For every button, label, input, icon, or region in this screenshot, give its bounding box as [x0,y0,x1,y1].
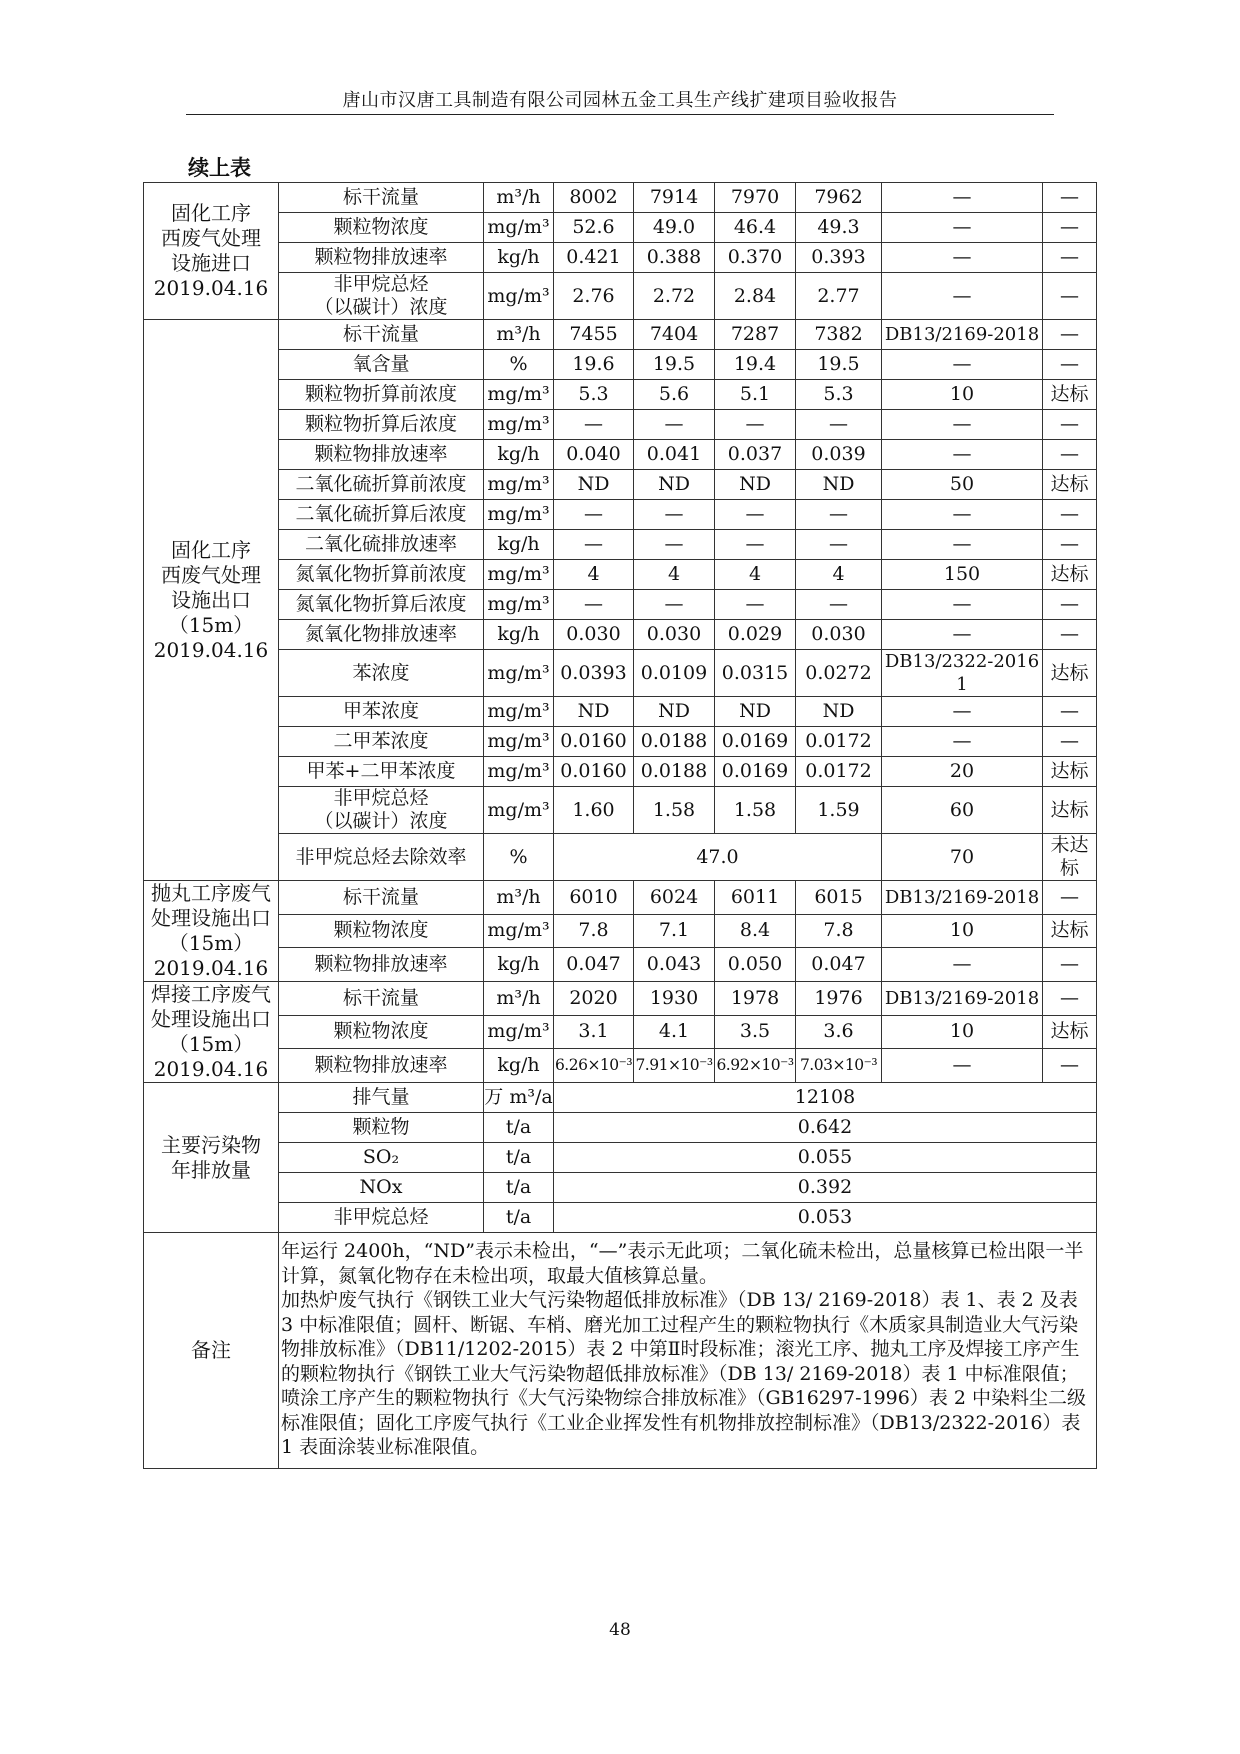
value-cell: 7.8 [796,914,882,948]
emissions-table [143,182,1097,1469]
value-cell: 0.055 [554,1143,1097,1173]
section-outlet-label: 固化工序 西废气处理 设施出口 （15m） 2019.04.16 [144,320,279,881]
value-cell: 0.0109 [634,650,715,697]
value-cell: 2.72 [634,273,715,320]
value-cell: 7.91×10⁻³ [634,1049,715,1083]
result-cell: 达标 [1043,470,1097,500]
item-cell: 非甲烷总烃去除效率 [279,834,484,881]
unit-cell: mg/m³ [484,787,554,834]
value-cell: 7455 [554,320,634,350]
value-cell: 7.8 [554,914,634,948]
standard-cell: — [882,1049,1043,1083]
item-cell: SO₂ [279,1143,484,1173]
standard-cell: — [882,697,1043,727]
value-cell: 6011 [715,881,796,915]
value-cell: 2.76 [554,273,634,320]
standard-cell: DB13/2322-2016 1 [882,650,1043,697]
value-cell: — [796,410,882,440]
result-cell: 未达 标 [1043,834,1097,881]
value-cell: 0.041 [634,440,715,470]
item-cell: 排气量 [279,1083,484,1113]
standard-cell: — [882,440,1043,470]
value-cell: 0.0315 [715,650,796,697]
unit-cell: mg/m³ [484,500,554,530]
value-cell: 5.3 [554,380,634,410]
result-cell: — [1043,948,1097,982]
table-row [144,1203,1097,1233]
standard-cell: 150 [882,560,1043,590]
standard-cell: 10 [882,1015,1043,1049]
unit-cell: m³/h [484,320,554,350]
continuation-label: 续上表 [188,155,251,180]
value-cell: 0.047 [796,948,882,982]
table-row [144,243,1097,273]
value-cell: 1.58 [715,787,796,834]
table-row [144,1143,1097,1173]
result-cell: — [1043,440,1097,470]
item-cell: 非甲烷总烃 （以碳计）浓度 [279,273,484,320]
unit-cell: mg/m³ [484,560,554,590]
value-cell: 0.029 [715,620,796,650]
item-cell: 二氧化硫排放速率 [279,530,484,560]
result-cell: — [1043,213,1097,243]
value-cell: 1.59 [796,787,882,834]
value-cell: 52.6 [554,213,634,243]
value-cell: 0.388 [634,243,715,273]
value-cell: 19.6 [554,350,634,380]
remarks-paragraph: 加热炉废气执行《钢铁工业大气污染物超低排放标准》（DB 13/ 2169-2018）表 1、表 2 及表 3 中标准限值；圆杆、断锯、车梢、磨光加工过程产生的颗粒物执行《木质家具制造业大气污染物排放标准》（DB11/1202-2015）表 2 中第Ⅱ时段标准；滚光工序、抛丸工序及焊接工序产生的颗粒物执行《钢铁工业大气污染物超低排放标准》（DB 13/ 2169-2018）表 1 中标准限值；喷涂工序产生的颗粒物执行《大气污染物综合排放标准》（GB16297-1996）表 2 中染料尘二级标准限值；固化工序废气执行《工业企业挥发性有机物排放控制标准》（DB13/2322-2016）表 1 表面涂装业标准限值。 [281,1289,1087,1458]
table-row [144,982,1097,1016]
result-cell: — [1043,727,1097,757]
unit-cell: kg/h [484,530,554,560]
value-cell: 6015 [796,881,882,915]
unit-cell: mg/m³ [484,650,554,697]
value-cell: — [554,530,634,560]
unit-cell: mg/m³ [484,914,554,948]
unit-cell: % [484,834,554,881]
table-row [144,500,1097,530]
value-cell: — [634,590,715,620]
value-cell: 7.1 [634,914,715,948]
result-cell: 达标 [1043,757,1097,787]
value-cell: 3.1 [554,1015,634,1049]
section-inlet-label: 固化工序 西废气处理 设施进口 2019.04.16 [144,183,279,320]
unit-cell: kg/h [484,1049,554,1083]
value-cell: 4 [634,560,715,590]
table-row-removal [144,834,1097,881]
value-cell: 0.393 [796,243,882,273]
value-cell: 5.6 [634,380,715,410]
unit-cell: kg/h [484,948,554,982]
table-row [144,1113,1097,1143]
value-cell: 0.039 [796,440,882,470]
item-cell: 标干流量 [279,881,484,915]
unit-cell: t/a [484,1173,554,1203]
result-cell: 达标 [1043,914,1097,948]
value-cell: 4 [796,560,882,590]
value-cell: 4 [554,560,634,590]
item-cell: 标干流量 [279,982,484,1016]
value-cell: 6.26×10⁻³ [554,1049,634,1083]
item-cell: 甲苯浓度 [279,697,484,727]
unit-cell: mg/m³ [484,590,554,620]
page-number: 48 [609,1620,631,1640]
value-cell: 12108 [554,1083,1097,1113]
table-row [144,470,1097,500]
value-cell: 6010 [554,881,634,915]
value-cell: ND [796,697,882,727]
table-row [144,213,1097,243]
result-cell: 达标 [1043,1015,1097,1049]
result-cell: 达标 [1043,787,1097,834]
standard-cell: — [882,350,1043,380]
result-cell: 达标 [1043,560,1097,590]
value-cell: — [796,590,882,620]
standard-cell: — [882,590,1043,620]
table-row [144,757,1097,787]
standard-cell: 10 [882,380,1043,410]
value-cell: 0.0393 [554,650,634,697]
value-cell: 0.392 [554,1173,1097,1203]
value-cell: — [554,500,634,530]
item-cell: 标干流量 [279,183,484,213]
unit-cell: mg/m³ [484,380,554,410]
value-cell: 49.3 [796,213,882,243]
value-cell: ND [634,697,715,727]
table-row [144,410,1097,440]
unit-cell: mg/m³ [484,410,554,440]
value-cell: — [634,530,715,560]
result-cell: — [1043,881,1097,915]
item-cell: 颗粒物 [279,1113,484,1143]
standard-cell: 10 [882,914,1043,948]
value-cell: 0.0160 [554,727,634,757]
standard-cell: 70 [882,834,1043,881]
table-row [144,727,1097,757]
item-cell: 甲苯+二甲苯浓度 [279,757,484,787]
value-cell: 4 [715,560,796,590]
table-row [144,1173,1097,1203]
value-cell: ND [715,470,796,500]
table-row [144,380,1097,410]
value-cell: 0.043 [634,948,715,982]
value-cell: 1.58 [634,787,715,834]
item-cell: 氮氧化物排放速率 [279,620,484,650]
unit-cell: mg/m³ [484,470,554,500]
table-row [144,914,1097,948]
result-cell: — [1043,590,1097,620]
standard-cell: DB13/2169-2018 [882,320,1043,350]
value-cell: 1930 [634,982,715,1016]
unit-cell: m³/h [484,183,554,213]
value-cell: 0.0188 [634,757,715,787]
value-cell: 0.0169 [715,727,796,757]
value-cell: 2020 [554,982,634,1016]
table-row [144,590,1097,620]
item-cell: 氮氧化物折算后浓度 [279,590,484,620]
value-cell: ND [634,470,715,500]
value-cell: 7914 [634,183,715,213]
table-body [144,183,1097,1469]
unit-cell: kg/h [484,620,554,650]
unit-cell: mg/m³ [484,213,554,243]
result-cell: — [1043,1049,1097,1083]
item-cell: 二氧化硫折算后浓度 [279,500,484,530]
item-cell: 二甲苯浓度 [279,727,484,757]
table-row [144,650,1097,697]
value-cell: 47.0 [554,834,882,881]
value-cell: — [715,500,796,530]
table-row [144,320,1097,350]
table-row [144,620,1097,650]
value-cell: — [796,500,882,530]
value-cell: 1978 [715,982,796,1016]
value-cell: ND [796,470,882,500]
item-cell: NOx [279,1173,484,1203]
result-cell: — [1043,243,1097,273]
result-cell: — [1043,320,1097,350]
header-rule [186,114,1054,115]
result-cell: — [1043,350,1097,380]
table-row [144,273,1097,320]
item-cell: 颗粒物折算后浓度 [279,410,484,440]
item-cell: 苯浓度 [279,650,484,697]
value-cell: 0.0272 [796,650,882,697]
table-row [144,948,1097,982]
value-cell: 2.84 [715,273,796,320]
table-row [144,440,1097,470]
table-row [144,1083,1097,1113]
standard-cell: — [882,243,1043,273]
standard-cell: DB13/2169-2018 [882,881,1043,915]
standard-cell: — [882,213,1043,243]
value-cell: 7.03×10⁻³ [796,1049,882,1083]
standard-cell: — [882,620,1043,650]
unit-cell: mg/m³ [484,697,554,727]
standard-cell: — [882,530,1043,560]
table-row [144,787,1097,834]
value-cell: 19.5 [796,350,882,380]
standard-cell: — [882,183,1043,213]
unit-cell: m³/h [484,982,554,1016]
value-cell: 2.77 [796,273,882,320]
result-cell: — [1043,530,1097,560]
remarks-paragraph: 年运行 2400h，“ND”表示未检出，“—”表示无此项；二氧化硫未检出，总量核算已检出限一半计算，氮氧化物存在未检出项，取最大值核算总量。 [281,1240,1084,1287]
item-cell: 颗粒物排放速率 [279,243,484,273]
section-shot-label: 抛丸工序废气 处理设施出口 （15m） 2019.04.16 [144,881,279,982]
table-row [144,350,1097,380]
value-cell: — [554,590,634,620]
value-cell: 0.030 [554,620,634,650]
value-cell: 0.642 [554,1113,1097,1143]
value-cell: 0.030 [634,620,715,650]
standard-cell: — [882,948,1043,982]
table-row-remarks [144,1233,1097,1469]
item-cell: 颗粒物折算前浓度 [279,380,484,410]
result-cell: 达标 [1043,380,1097,410]
table-row [144,881,1097,915]
result-cell: 达标 [1043,650,1097,697]
value-cell: — [715,410,796,440]
item-cell: 颗粒物浓度 [279,914,484,948]
standard-cell: — [882,500,1043,530]
result-cell: — [1043,620,1097,650]
value-cell: 8.4 [715,914,796,948]
value-cell: 0.047 [554,948,634,982]
value-cell: 0.0160 [554,757,634,787]
value-cell: 6.92×10⁻³ [715,1049,796,1083]
value-cell: 4.1 [634,1015,715,1049]
item-cell: 氧含量 [279,350,484,380]
unit-cell: t/a [484,1203,554,1233]
item-cell: 颗粒物排放速率 [279,440,484,470]
result-cell: — [1043,697,1097,727]
standard-cell: — [882,410,1043,440]
result-cell: — [1043,183,1097,213]
table-row [144,697,1097,727]
value-cell: 5.3 [796,380,882,410]
standard-cell: 50 [882,470,1043,500]
unit-cell: mg/m³ [484,1015,554,1049]
value-cell: 1.60 [554,787,634,834]
value-cell: 7382 [796,320,882,350]
value-cell: 0.030 [796,620,882,650]
unit-cell: mg/m³ [484,727,554,757]
item-cell: 非甲烷总烃 （以碳计）浓度 [279,787,484,834]
remarks-text [279,1233,1097,1469]
table-row [144,1049,1097,1083]
value-cell: — [715,590,796,620]
value-cell: 3.5 [715,1015,796,1049]
item-cell: 颗粒物浓度 [279,1015,484,1049]
value-cell: 7962 [796,183,882,213]
unit-cell: mg/m³ [484,273,554,320]
result-cell: — [1043,273,1097,320]
unit-cell: t/a [484,1113,554,1143]
table-row [144,560,1097,590]
unit-cell: t/a [484,1143,554,1173]
standard-cell: 20 [882,757,1043,787]
report-header: 唐山市汉唐工具制造有限公司园林五金工具生产线扩建项目验收报告 [342,90,898,111]
value-cell: 7404 [634,320,715,350]
value-cell: 0.040 [554,440,634,470]
item-cell: 标干流量 [279,320,484,350]
value-cell: 19.4 [715,350,796,380]
value-cell: 7970 [715,183,796,213]
unit-cell: m³/h [484,881,554,915]
value-cell: 1976 [796,982,882,1016]
result-cell: — [1043,500,1097,530]
value-cell: 0.037 [715,440,796,470]
value-cell: 0.053 [554,1203,1097,1233]
unit-cell: 万 m³/a [484,1083,554,1113]
standard-cell: 60 [882,787,1043,834]
unit-cell: % [484,350,554,380]
value-cell: 0.0188 [634,727,715,757]
value-cell: 3.6 [796,1015,882,1049]
standard-cell: — [882,727,1043,757]
result-cell: — [1043,410,1097,440]
value-cell: — [715,530,796,560]
item-cell: 颗粒物排放速率 [279,1049,484,1083]
unit-cell: mg/m³ [484,757,554,787]
value-cell: 5.1 [715,380,796,410]
value-cell: 19.5 [634,350,715,380]
value-cell: ND [715,697,796,727]
result-cell: — [1043,982,1097,1016]
value-cell: 0.0172 [796,727,882,757]
table-row [144,1015,1097,1049]
value-cell: — [554,410,634,440]
item-cell: 二氧化硫折算前浓度 [279,470,484,500]
value-cell: — [634,410,715,440]
item-cell: 颗粒物浓度 [279,213,484,243]
value-cell: — [634,500,715,530]
value-cell: 0.0172 [796,757,882,787]
section-weld-label: 焊接工序废气 处理设施出口 （15m） 2019.04.16 [144,982,279,1083]
table-row [144,530,1097,560]
value-cell: 46.4 [715,213,796,243]
item-cell: 非甲烷总烃 [279,1203,484,1233]
section-annual-label: 主要污染物 年排放量 [144,1083,279,1233]
value-cell: 7287 [715,320,796,350]
remarks-label: 备注 [144,1233,279,1469]
standard-cell: — [882,273,1043,320]
value-cell: ND [554,697,634,727]
value-cell: 0.370 [715,243,796,273]
unit-cell: kg/h [484,440,554,470]
unit-cell: kg/h [484,243,554,273]
value-cell: 0.0169 [715,757,796,787]
item-cell: 氮氧化物折算前浓度 [279,560,484,590]
table-row [144,183,1097,213]
value-cell: 0.421 [554,243,634,273]
value-cell: 6024 [634,881,715,915]
item-cell: 颗粒物排放速率 [279,948,484,982]
standard-cell: DB13/2169-2018 [882,982,1043,1016]
value-cell: — [796,530,882,560]
value-cell: 8002 [554,183,634,213]
value-cell: 0.050 [715,948,796,982]
value-cell: 49.0 [634,213,715,243]
value-cell: ND [554,470,634,500]
